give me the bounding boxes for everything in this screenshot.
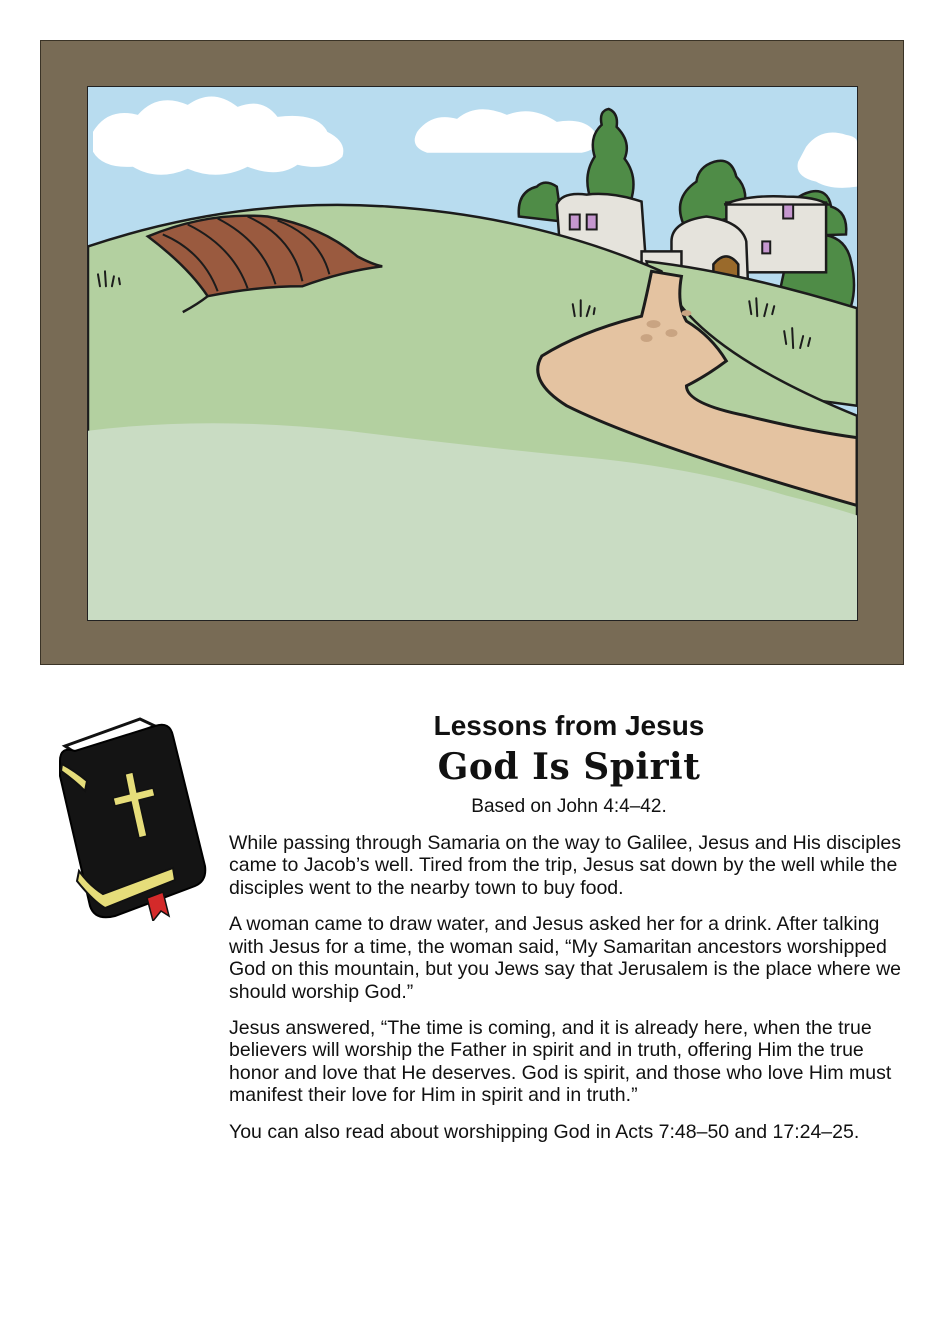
lesson-kicker: Lessons from Jesus (433, 710, 705, 741)
story-paragraph: A woman came to draw water, and Jesus asked her for a drink. After talking with Jesus for a time, the woman said, “My Samaritan ancestors worshipped God on this mountain, but you Jews say that Jerusalem is the place where we should worship God.” (229, 913, 902, 1003)
landscape-illustration (87, 86, 858, 621)
story-paragraph: Jesus answered, “The time is coming, and it is already here, when the true believers will worship the Father in spirit and in truth, offering Him the true honor and love that He deserves. God is spirit, and those who love Him must manifest their love for Him in spirit and in truth.” (229, 1016, 892, 1107)
lesson-title: God Is Spirit (437, 746, 701, 788)
landscape-scene-svg (88, 87, 857, 620)
further-reading-paragraph: You can also read about worshipping God in Acts 7:48–50 and 17:24–25. (229, 1120, 860, 1143)
bible-with-cross-icon (55, 716, 210, 921)
scripture-reference: Based on John 4:4–42. (471, 796, 667, 817)
illustration-frame (40, 40, 904, 665)
bible-book-svg (55, 716, 210, 921)
story-paragraph: While passing through Samaria on the way to Galilee, Jesus and His disciples came to Jacob’s well. Tired from the trip, Jesus sat down by the well while the disciples went to the nearby town to buy food. (229, 832, 902, 899)
lesson-text (229, 710, 909, 1157)
